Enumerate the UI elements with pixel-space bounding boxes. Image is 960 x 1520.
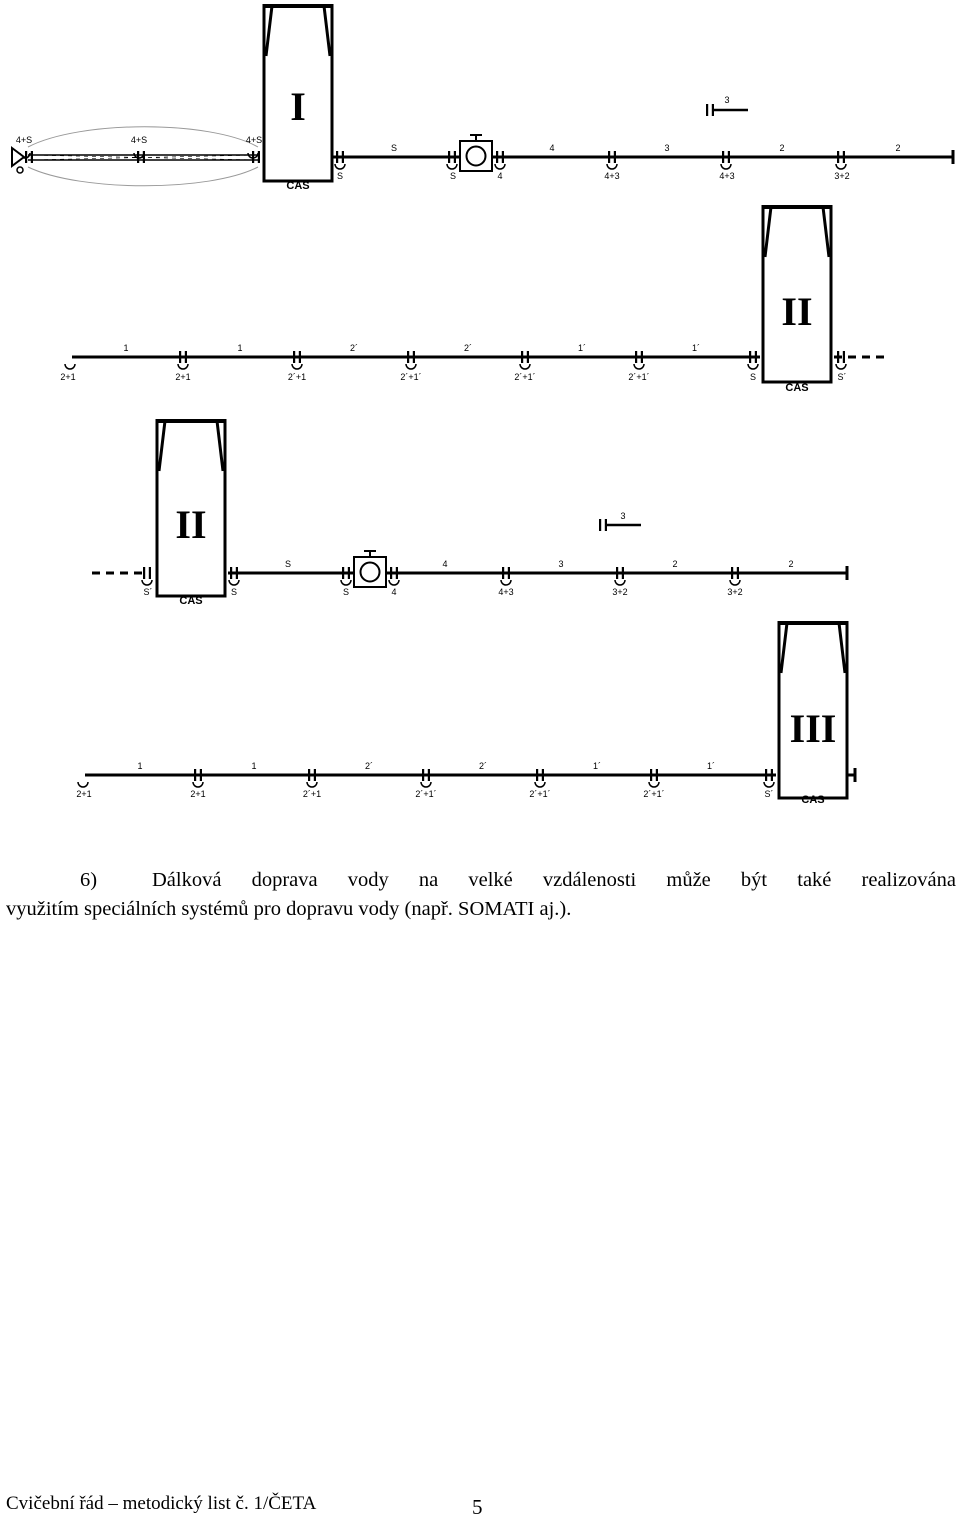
unit-label: II [175, 502, 207, 547]
svg-text:4+S: 4+S [130, 135, 148, 145]
svg-text:2´: 2´ [349, 343, 359, 353]
paragraph-line-2: využitím speciálních systémů pro dopravu vody (např. SOMATI aj.). [6, 898, 572, 920]
svg-text:2: 2 [895, 143, 901, 153]
svg-text:S: S [449, 171, 457, 181]
svg-text:2´: 2´ [463, 343, 473, 353]
paragraph-6 [6, 866, 956, 924]
svg-text:2+1: 2+1 [76, 789, 92, 799]
svg-text:2´+1´: 2´+1´ [643, 789, 665, 799]
footer-text: Cvičební řád – metodický list č. 1/ČETA [6, 1493, 317, 1514]
svg-text:3: 3 [558, 559, 564, 569]
row-3-unit-II [157, 419, 225, 607]
svg-text:1´: 1´ [706, 761, 716, 771]
svg-text:4: 4 [497, 171, 503, 181]
page-number: 5 [472, 1495, 483, 1519]
svg-text:1´: 1´ [592, 761, 602, 771]
row-4-unit-III [779, 621, 847, 806]
paragraph-line-1 [6, 866, 956, 895]
svg-text:S: S [390, 143, 398, 153]
svg-text:1: 1 [137, 761, 143, 771]
svg-text:S´: S´ [837, 372, 847, 382]
svg-text:1´: 1´ [691, 343, 701, 353]
svg-text:4: 4 [549, 143, 555, 153]
svg-text:4+S: 4+S [15, 135, 33, 145]
svg-text:2´+1´: 2´+1´ [628, 372, 650, 382]
row-4-hose-line [76, 761, 855, 799]
vehicle-label: CAS [785, 382, 809, 394]
vehicle-label: CAS [286, 180, 310, 192]
svg-text:4+3: 4+3 [719, 171, 735, 181]
svg-text:S: S [230, 587, 238, 597]
paragraph-number: 6) [80, 869, 98, 891]
branch-label: 3 [620, 511, 626, 521]
svg-text:3+2: 3+2 [612, 587, 628, 597]
branch-label: 3 [724, 95, 730, 105]
svg-text:2: 2 [788, 559, 794, 569]
svg-text:4: 4 [442, 559, 448, 569]
svg-text:4+3: 4+3 [498, 587, 514, 597]
svg-text:2: 2 [779, 143, 785, 153]
svg-text:4+S: 4+S [245, 135, 263, 145]
svg-text:1: 1 [123, 343, 129, 353]
svg-text:2´: 2´ [478, 761, 488, 771]
vehicle-label: CAS [801, 794, 825, 806]
svg-text:1: 1 [251, 761, 257, 771]
svg-text:2+1: 2+1 [175, 372, 191, 382]
svg-text:2´+1: 2´+1 [302, 789, 322, 799]
svg-text:S: S [336, 171, 344, 181]
unit-label: I [290, 84, 306, 129]
svg-text:2´: 2´ [364, 761, 374, 771]
svg-text:2´+1´: 2´+1´ [400, 372, 422, 382]
svg-text:4: 4 [391, 587, 397, 597]
svg-text:3+2: 3+2 [834, 171, 850, 181]
svg-text:S: S [342, 587, 350, 597]
svg-text:2´+1´: 2´+1´ [514, 372, 536, 382]
svg-text:S´: S´ [764, 789, 774, 799]
paragraph-text-1: Dálková doprava vody na velké vzdálenosti může být také realizována [152, 869, 956, 891]
svg-text:2´+1´: 2´+1´ [415, 789, 437, 799]
unit-label: II [781, 289, 813, 334]
svg-text:S: S [749, 372, 757, 382]
unit-label: III [789, 706, 837, 751]
svg-text:1: 1 [237, 343, 243, 353]
svg-text:2´+1´: 2´+1´ [529, 789, 551, 799]
svg-text:S´: S´ [143, 587, 153, 597]
svg-text:2´+1: 2´+1 [287, 372, 307, 382]
vehicle-label: CAS [179, 595, 203, 607]
row-1-hose-line [12, 95, 953, 186]
svg-text:2: 2 [672, 559, 678, 569]
svg-text:S: S [284, 559, 292, 569]
row-1-unit-I [264, 4, 332, 192]
svg-text:2+1: 2+1 [190, 789, 206, 799]
svg-text:3: 3 [664, 143, 670, 153]
svg-text:3+2: 3+2 [727, 587, 743, 597]
svg-text:2+1: 2+1 [60, 372, 76, 382]
svg-text:1´: 1´ [577, 343, 587, 353]
svg-text:4+3: 4+3 [604, 171, 620, 181]
row-2-unit-II [763, 205, 831, 394]
